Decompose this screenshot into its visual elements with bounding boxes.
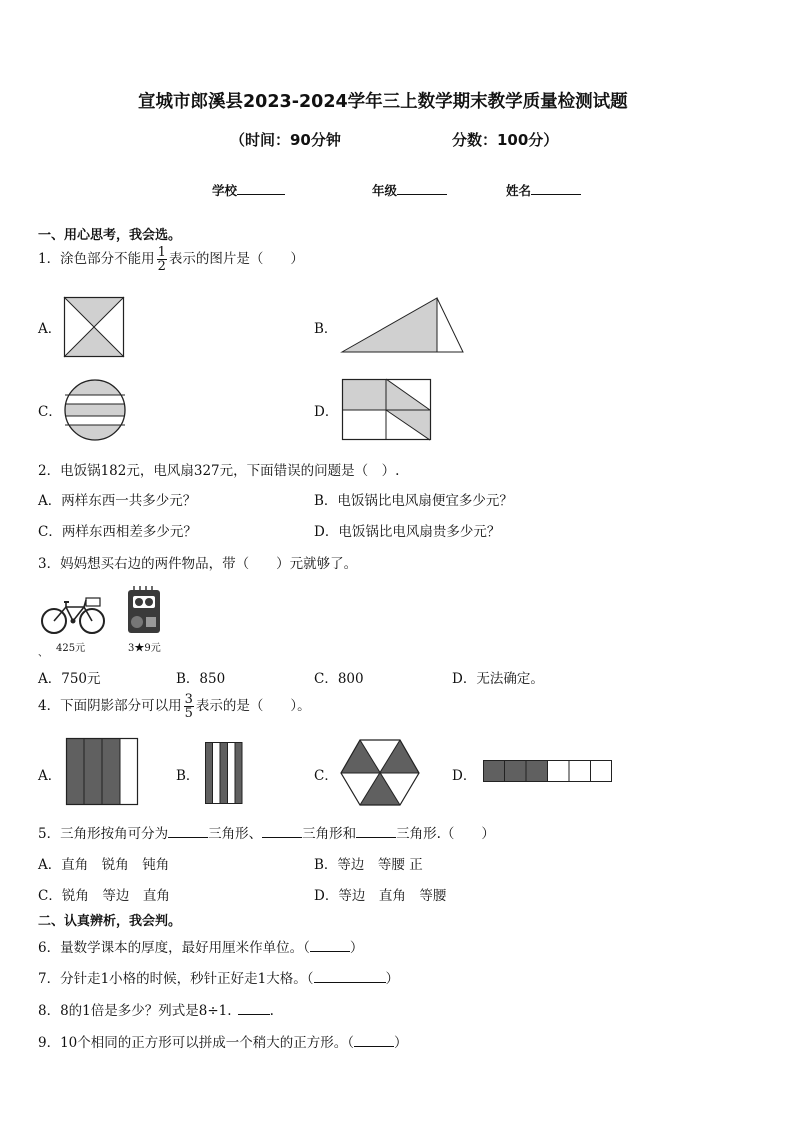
q1-frac-num: 1 — [157, 245, 166, 260]
q1-frac-den: 2 — [157, 259, 166, 274]
q6-text: 6．量数学课本的厚度，最好用厘米作单位。（ — [38, 940, 310, 956]
bicycle-icon — [40, 595, 106, 635]
q7-text: 7．分针走1小格的时候，秒针正好走1大格。（ — [38, 971, 314, 987]
q3-option-a[interactable]: A．750元 — [38, 671, 101, 687]
q5-option-d[interactable]: D．等边 直角 等腰 — [314, 888, 447, 904]
q1-figure-c — [64, 379, 126, 441]
q9-answer-blank[interactable] — [354, 1034, 394, 1047]
radio-icon — [126, 586, 162, 634]
q6-close: ） — [349, 940, 364, 956]
q1-option-c-label[interactable]: C． — [38, 404, 62, 420]
q1-figure-a — [64, 297, 124, 357]
q5-part-4: 三角形.（ ） — [396, 826, 495, 842]
q2-option-a[interactable]: A．两样东西一共多少元？ — [38, 493, 197, 509]
q4-fraction — [184, 693, 194, 720]
q5-part-2: 三角形、 — [208, 826, 263, 842]
q5-blank-3[interactable] — [356, 825, 396, 838]
q1-fraction — [157, 246, 167, 273]
exam-score: 分数：100分） — [452, 131, 559, 149]
q7-close: ） — [385, 971, 400, 987]
q4-text-before: 4．下面阴影部分可以用 — [38, 698, 182, 714]
q2-option-b[interactable]: B．电饭锅比电风扇便宜多少元？ — [314, 493, 513, 509]
section-2-heading: 二、认真辨析，我会判。 — [38, 914, 182, 929]
q4-figure-a — [66, 738, 138, 806]
q1-text-before: 1．涂色部分不能用 — [38, 251, 155, 267]
q1-text-after: 表示的图片是（ ） — [168, 251, 304, 267]
school-label: 学校 — [212, 183, 238, 198]
q4-stem — [38, 693, 311, 720]
q8-answer-blank[interactable] — [238, 1002, 270, 1015]
q7 — [38, 967, 399, 987]
q8-text: 8．8的1倍是多少？列式是8÷1. — [38, 1003, 232, 1019]
q9-text: 9．10个相同的正方形可以拼成一个稍大的正方形。（ — [38, 1035, 355, 1051]
q1-option-b-label[interactable]: B． — [314, 321, 338, 337]
page-title: 宣城市郎溪县2023-2024学年三上数学期末教学质量检测试题 — [138, 92, 628, 112]
q4-option-c-label[interactable]: C． — [314, 768, 338, 784]
q6 — [38, 936, 363, 956]
q9-close: ） — [394, 1035, 408, 1051]
q5-part-3: 三角形和 — [302, 826, 357, 842]
name-blank[interactable] — [531, 182, 581, 195]
q4-frac-num: 3 — [184, 692, 193, 707]
grade-label: 年级 — [372, 183, 398, 198]
school-field — [212, 181, 285, 199]
section-1-heading: 一、用心思考，我会选。 — [38, 228, 182, 243]
q4-option-b-label[interactable]: B． — [176, 768, 200, 784]
q5-option-a[interactable]: A．直角 锐角 钝角 — [38, 857, 170, 873]
grade-blank[interactable] — [397, 182, 447, 195]
q4-option-d-label[interactable]: D． — [452, 768, 477, 784]
q4-figure-c — [340, 740, 420, 806]
exam-time: （时间：90分钟 — [230, 131, 341, 149]
q8 — [38, 999, 274, 1019]
school-blank[interactable] — [237, 182, 285, 195]
q3-option-c[interactable]: C．800 — [314, 671, 364, 687]
q3-stem: 3．妈妈想买右边的两件物品，带（ ）元就够了。 — [38, 556, 358, 572]
radio-price: 3★9元 — [128, 643, 161, 654]
bicycle-price: 425元 — [56, 643, 86, 654]
q6-answer-blank[interactable] — [310, 939, 350, 952]
q8-end: . — [269, 1003, 274, 1019]
q1-stem — [38, 246, 304, 273]
q3-mark: 、 — [38, 648, 48, 659]
q1-option-d-label[interactable]: D． — [314, 404, 339, 420]
q2-option-c[interactable]: C．两样东西相差多少元？ — [38, 524, 197, 540]
q3-option-b[interactable]: B．850 — [176, 671, 226, 687]
q9 — [38, 1031, 408, 1051]
q2-option-d[interactable]: D．电饭锅比电风扇贵多少元？ — [314, 524, 501, 540]
name-field — [506, 181, 581, 199]
q1-option-a-label[interactable]: A． — [38, 321, 62, 337]
q5-part-1: 5．三角形按角可分为 — [38, 826, 169, 842]
q7-answer-blank[interactable] — [314, 970, 386, 983]
q4-text-after: 表示的是（ ）。 — [195, 698, 311, 714]
q4-option-a-label[interactable]: A． — [38, 768, 62, 784]
q2-stem: 2．电饭锅182元，电风扇327元，下面错误的问题是（ ）. — [38, 463, 400, 479]
q5-blank-2[interactable] — [262, 825, 302, 838]
q4-figure-b — [205, 742, 243, 805]
q4-figure-d — [483, 760, 613, 784]
q5-stem — [38, 822, 495, 842]
grade-field — [372, 181, 447, 199]
q5-option-c[interactable]: C．锐角 等边 直角 — [38, 888, 170, 904]
q4-frac-den: 5 — [184, 706, 193, 721]
name-label: 姓名 — [506, 183, 532, 198]
q5-option-b[interactable]: B．等边 等腰 正 — [314, 857, 423, 873]
q1-figure-d — [342, 379, 432, 441]
q1-figure-b — [342, 298, 464, 354]
q5-blank-1[interactable] — [168, 825, 208, 838]
q3-option-d[interactable]: D．无法确定。 — [452, 671, 544, 687]
